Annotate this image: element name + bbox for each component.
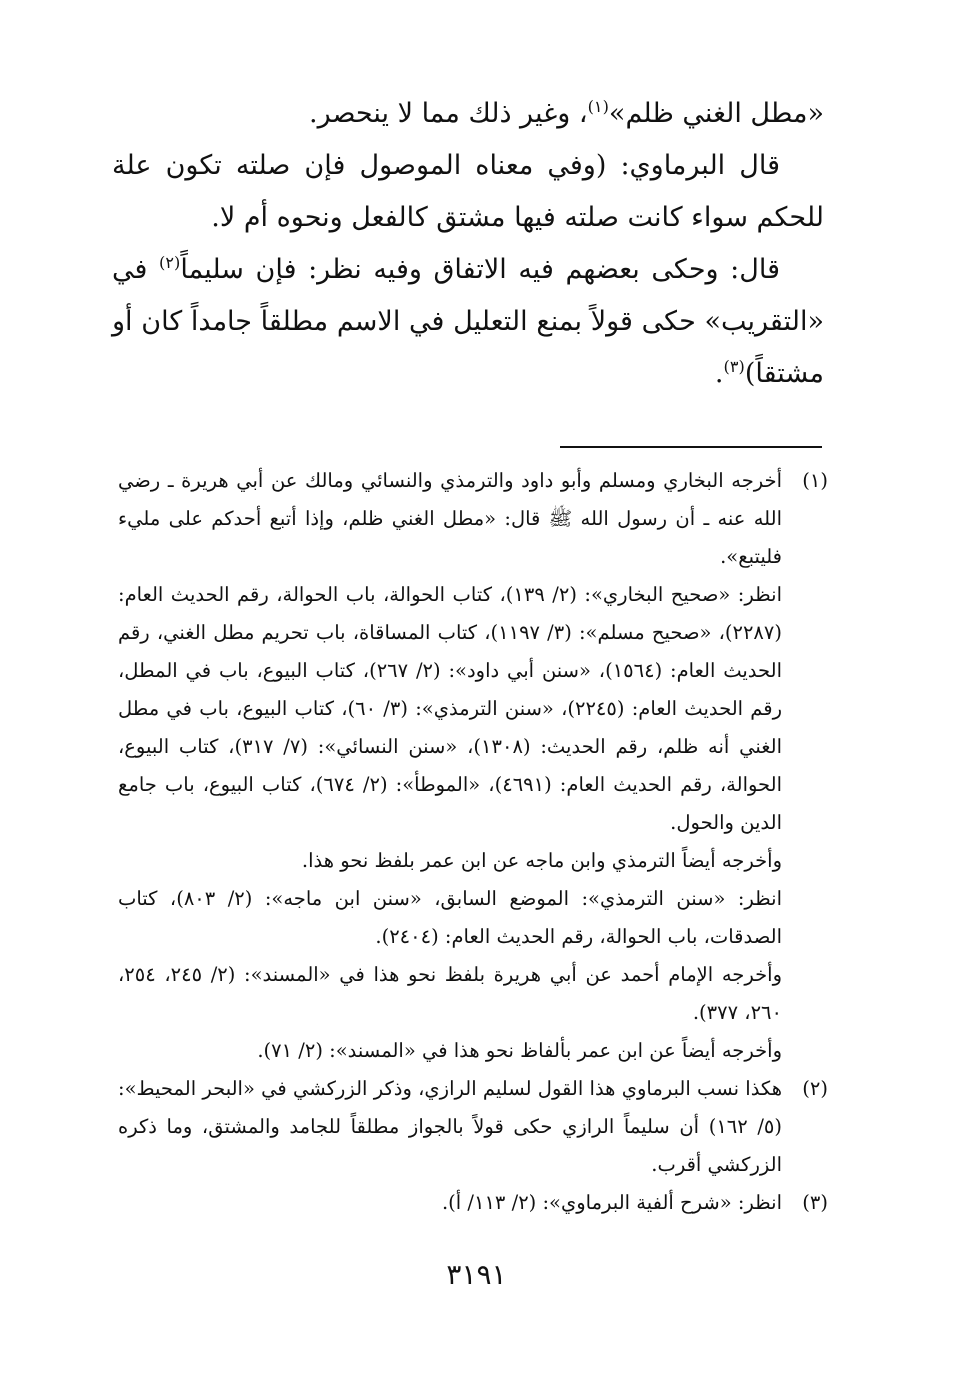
- main-paragraph-3-middle: في «التقريب» حكى قولاً بمنع التعليل في الاسم مطلقاً جامداً كان أو مشتقاً): [112, 254, 824, 389]
- footnote-paragraph: وأخرجه أيضاً الترمذي وابن ماجه عن ابن عمر بلفظ نحو هذا.: [301, 849, 782, 872]
- footnote-body: [118, 1070, 782, 1184]
- footnote-body: [118, 462, 782, 1070]
- footnote-paragraph: انظر: «صحيح البخاري»: (٢/ ١٣٩)، كتاب الحوالة، باب الحوالة، رقم الحديث العام: (٢٢٨٧)، «صحيح مسلم»: (٣/ ١١٩٧)، كتاب المساقاة، باب تحريم مطل الغني، رقم الحديث العام: (١٥٦٤)، «سنن أبي داود»: (٢/ ٢٦٧)، كتاب البيوع، باب في المطل، رقم الحديث العام: (٢٢٤٥)، «سنن الترمذي»: (٣/ ٦٠)، كتاب البيوع، باب في مطل الغني أنه ظلم، رقم الحديث: (١٣٠٨)، «سنن النسائي»: (٧/ ٣١٧)، كتاب البيوع، الحوالة، رقم الحديث العام: (٤٦٩١)، «الموطأ»: (٢/ ٦٧٤)، كتاب البيوع، باب جامع الدين والحول.: [118, 583, 783, 834]
- page-number: ٣١٩١: [446, 1258, 507, 1291]
- footnotes: [118, 462, 828, 1222]
- footnote-1: [118, 462, 828, 1070]
- main-paragraph-1-rest: ، وغير ذلك مما لا ينحصر.: [309, 98, 588, 129]
- footnote-3: [118, 1184, 828, 1222]
- footnote-separator: [560, 446, 822, 448]
- footnote-paragraph: أخرجه البخاري ومسلم وأبو داود والترمذي والنسائي ومالك عن أبي هريرة ـ رضي الله عنه ـ أن رسول الله ﷺ قال: «مطل الغني ظلم، وإذا أتبع أحدكم على مليء فليتبع».: [118, 469, 782, 568]
- footnote-paragraph: هكذا نسب البرماوي هذا القول لسليم الرازي، وذكر الزركشي في «البحر المحيط»: (٥/ ١٦٢) أن سليماً الرازي حكى قولاً بالجواز مطلقاً للجامد والمشتق، وما ذكره الزركشي أقرب.: [118, 1077, 782, 1176]
- footnote-body: [118, 1184, 782, 1222]
- main-paragraph-3-end: .: [714, 358, 724, 389]
- footnote-number: (٢): [802, 1077, 828, 1100]
- footnote-number: (٣): [802, 1191, 828, 1214]
- hadith-quote: «مطل الغني ظلم»: [608, 98, 824, 129]
- footnote-2: [118, 1070, 828, 1184]
- main-paragraph-3-start: قال: وحكى بعضهم فيه الاتفاق وفيه نظر: فإن سليماً: [180, 254, 781, 285]
- main-paragraph-1: [112, 88, 824, 140]
- footnote-paragraph: انظر: «سنن الترمذي»: الموضع السابق، «سنن ابن ماجه»: (٢/ ٨٠٣)، كتاب الصدقات، باب الحوالة، رقم الحديث العام: (٢٤٠٤).: [118, 887, 782, 948]
- main-text: [112, 88, 824, 400]
- footnote-ref-2[interactable]: (٢): [159, 253, 181, 272]
- footnote-paragraph: وأخرجه أيضاً عن ابن عمر بألفاظ نحو هذا في «المسند»: (٢/ ٧١).: [257, 1039, 782, 1062]
- footnote-ref-3[interactable]: (٣): [723, 357, 745, 376]
- footnote-paragraph: وأخرجه الإمام أحمد عن أبي هريرة بلفظ نحو هذا في «المسند»: (٢/ ٢٤٥، ٢٥٤، ٢٦٠، ٣٧٧).: [118, 963, 782, 1024]
- footnote-number: (١): [802, 469, 828, 492]
- footnote-ref-1[interactable]: (١): [587, 97, 609, 116]
- footnote-paragraph: انظر: «شرح ألفية البرماوي»: (٢/ ١١٣/ أ).: [441, 1191, 782, 1214]
- main-paragraph-3: [112, 244, 824, 400]
- main-paragraph-2: قال البرماوي: (وفي معناه الموصول فإن صلته تكون علة للحكم سواء كانت صلته فيها مشتق كالفعل ونحوه أم لا.: [112, 150, 824, 233]
